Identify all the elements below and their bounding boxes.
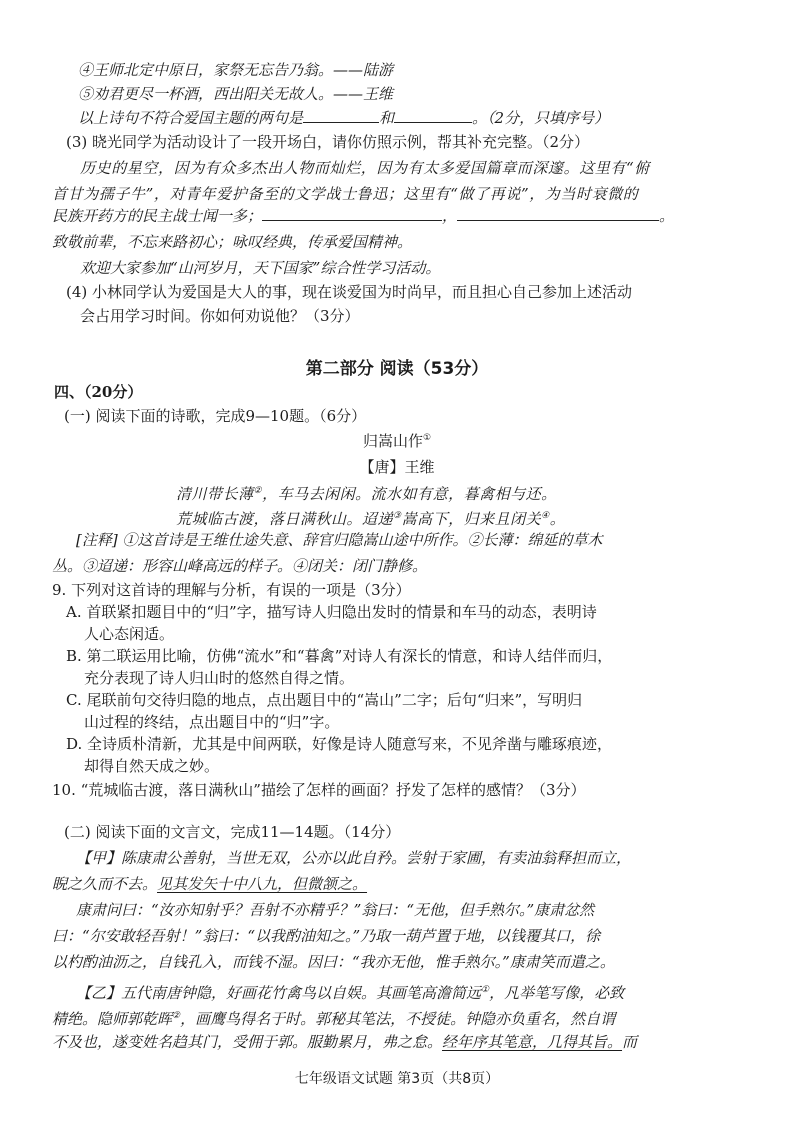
question-4-line-1: (4) 小林同学认为爱国是大人的事，现在谈爱国为时尚早，而且担心自己参加上述活动 (66, 283, 633, 301)
part2-title: 第二部分 阅读（53分） (305, 359, 489, 379)
poem-couplet-1-a: 清川带长薄 (176, 485, 254, 503)
answer-blank-3[interactable] (262, 206, 442, 221)
note-mark-4: ④ (541, 511, 550, 521)
poem-couplet-1 (176, 481, 557, 504)
handwritten-line-3 (52, 206, 674, 226)
question-4-line-2: 会占用学习时间。你如何劝说他？（3分） (80, 307, 360, 325)
yi-note-mark-1: ① (481, 985, 490, 995)
poem-author: 【唐】王维 (359, 458, 435, 476)
option-d-line-1: D. 全诗质朴清新，尤其是中间两联，好像是诗人随意写来，不见斧凿与雕琢痕迹， (66, 735, 613, 753)
option-b-line-2: 充分表现了诗人归山时的悠然自得之情。 (84, 669, 355, 687)
text-yi-underlined: 经年序其笔意，几得其旨。 (442, 1033, 623, 1051)
text-jia-line-5: 以杓酌油沥之，自钱孔入，而钱不湿。因曰：“我亦无他，惟手熟尔。”康肃笑而遣之。 (52, 953, 615, 971)
text-jia-line-3: 康肃问曰：“汝亦知射乎？吾射不亦精乎？”翁曰：“无他，但手熟尔。”康肃忿然 (76, 901, 595, 919)
poem-couplet-2 (176, 506, 565, 529)
handwritten-period: 。 (659, 207, 675, 225)
text-yi-line-3-a: 不及也，遂变姓名趋其门，受佣于郭。服勤累月，弗之怠。 (52, 1033, 443, 1051)
section-4-heading: 四、（20分） (54, 383, 143, 401)
option-d-line-2: 却得自然天成之妙。 (84, 757, 220, 775)
note-mark-2: ② (253, 486, 263, 496)
note-mark-3: ③ (393, 511, 402, 521)
text-yi-line-1 (76, 980, 624, 1003)
question-9: 9. 下列对这首诗的理解与分析，有误的一项是（3分） (52, 581, 411, 599)
poem-couplet-2-a: 荒城临古渡，落日满秋山。迢递 (176, 510, 394, 528)
poem-couplet-2-b: 嵩高下，归来且闭关 (401, 510, 542, 528)
annotation-line-2: 丛。③迢递：形容山峰高远的样子。④闭关：闭门静修。 (52, 557, 428, 575)
poem-line-4: ④王师北定中原日，家祭无忘告乃翁。——陆游 (78, 61, 394, 79)
subsection-2: (二) 阅读下面的文言文，完成11—14题。（14分） (64, 823, 401, 841)
text-yi-line-2-b: ，画鹰鸟得名于时。郭秘其笔法，不授徒。钟隐亦负重名，然自谓 (180, 1010, 616, 1028)
text-jia-line-2-a: 睨之久而不去。 (52, 875, 158, 893)
option-a-line-2: 人心态闲适。 (84, 625, 175, 643)
annotation-line-1: [注释] ①这首诗是王维仕途失意、辞官归隐嵩山途中所作。②长薄：绵延的草木 (76, 531, 603, 549)
option-c-line-1: C. 尾联前句交待归隐的地点，点出题目中的“嵩山”二字；后句“归来”，写明归 (66, 691, 583, 709)
yi-note-mark-2: ② (172, 1011, 181, 1021)
poem-line-5: ⑤劝君更尽一杯酒，西出阳关无故人。——王维 (78, 85, 394, 103)
text-yi-line-3-end: 而 (622, 1033, 638, 1051)
text-yi-line-1-a: 【乙】五代南唐钟隐，好画花竹禽鸟以自娱。其画笔高澹简远 (76, 984, 482, 1002)
question-fill-line (78, 108, 609, 128)
question-3: (3) 晓光同学为活动设计了一段开场白，请你仿照示例，帮其补充完整。（2分） (66, 133, 590, 151)
text-jia-line-1: 【甲】陈康肃公善射，当世无双，公亦以此自矜。尝射于家圃，有卖油翁释担而立， (76, 849, 632, 867)
handwritten-line-5: 欢迎大家参加“山河岁月，天下国家”综合性学习活动。 (80, 259, 441, 277)
handwritten-line-2: 首甘为孺子牛”，对青年爱护备至的文学战士鲁迅；这里有“做了再说”，为当时衰微的 (52, 185, 639, 203)
subsection-1: (一) 阅读下面的诗歌，完成9—10题。（6分） (64, 407, 367, 425)
page-footer: 七年级语文试题 第3页（共8页） (294, 1071, 500, 1087)
poem-title-text: 归嵩山作 (362, 432, 423, 450)
text-jia-underlined: 见其发矢十中八九，但微颔之。 (157, 875, 368, 893)
handwritten-line-1: 历史的星空，因为有众多杰出人物而灿烂，因为有太多爱国篇章而深邃。这里有“俯 (80, 159, 650, 177)
answer-blank-4[interactable] (457, 206, 659, 221)
question-fill-text-mid: 和 (379, 109, 395, 127)
text-yi-line-1-b: ，凡举笔写像，必致 (489, 984, 625, 1002)
text-jia-line-2 (52, 874, 367, 894)
option-a-line-1: A. 首联紧扣题目中的“归”字，描写诗人归隐出发时的情景和车马的动态，表明诗 (66, 603, 597, 621)
handwritten-line-4: 致敬前辈，不忘来路初心；咏叹经典，传承爱国精神。 (52, 233, 413, 251)
poem-couplet-2-c: 。 (549, 510, 566, 528)
answer-blank-2[interactable] (394, 108, 472, 123)
text-yi-line-2 (52, 1006, 615, 1029)
poem-title (0, 430, 794, 451)
text-jia-line-4: 曰：“尔安敢轻吾射！”翁曰：“以我酌油知之。”乃取一葫芦置于地，以钱覆其口，徐 (52, 927, 601, 945)
question-fill-text-a: 以上诗句不符合爱国主题的两句是 (78, 109, 304, 127)
text-yi-line-3 (52, 1032, 637, 1052)
handwritten-line-3-text: 民族开药方的民主战士闻一多； (52, 207, 263, 225)
option-b-line-1: B. 第二联运用比喻，仿佛“流水”和“暮禽”对诗人有深长的情意，和诗人结伴而归， (66, 647, 613, 665)
answer-blank-1[interactable] (303, 108, 379, 123)
poem-couplet-1-b: ，车马去闲闲。流水如有意，暮禽相与还。 (262, 485, 557, 503)
poem-title-note: ① (422, 433, 432, 443)
option-c-line-2: 山过程的终结，点出题目中的“归”字。 (84, 713, 340, 731)
question-10: 10. “荒城临古渡，落日满秋山”描绘了怎样的画面？抒发了怎样的感情？（3分） (52, 781, 586, 799)
question-fill-text-b: 。（2分，只填序号） (472, 109, 610, 127)
text-yi-line-2-a: 精绝。隐师郭乾晖 (52, 1010, 173, 1028)
handwritten-comma: ， (442, 207, 458, 225)
